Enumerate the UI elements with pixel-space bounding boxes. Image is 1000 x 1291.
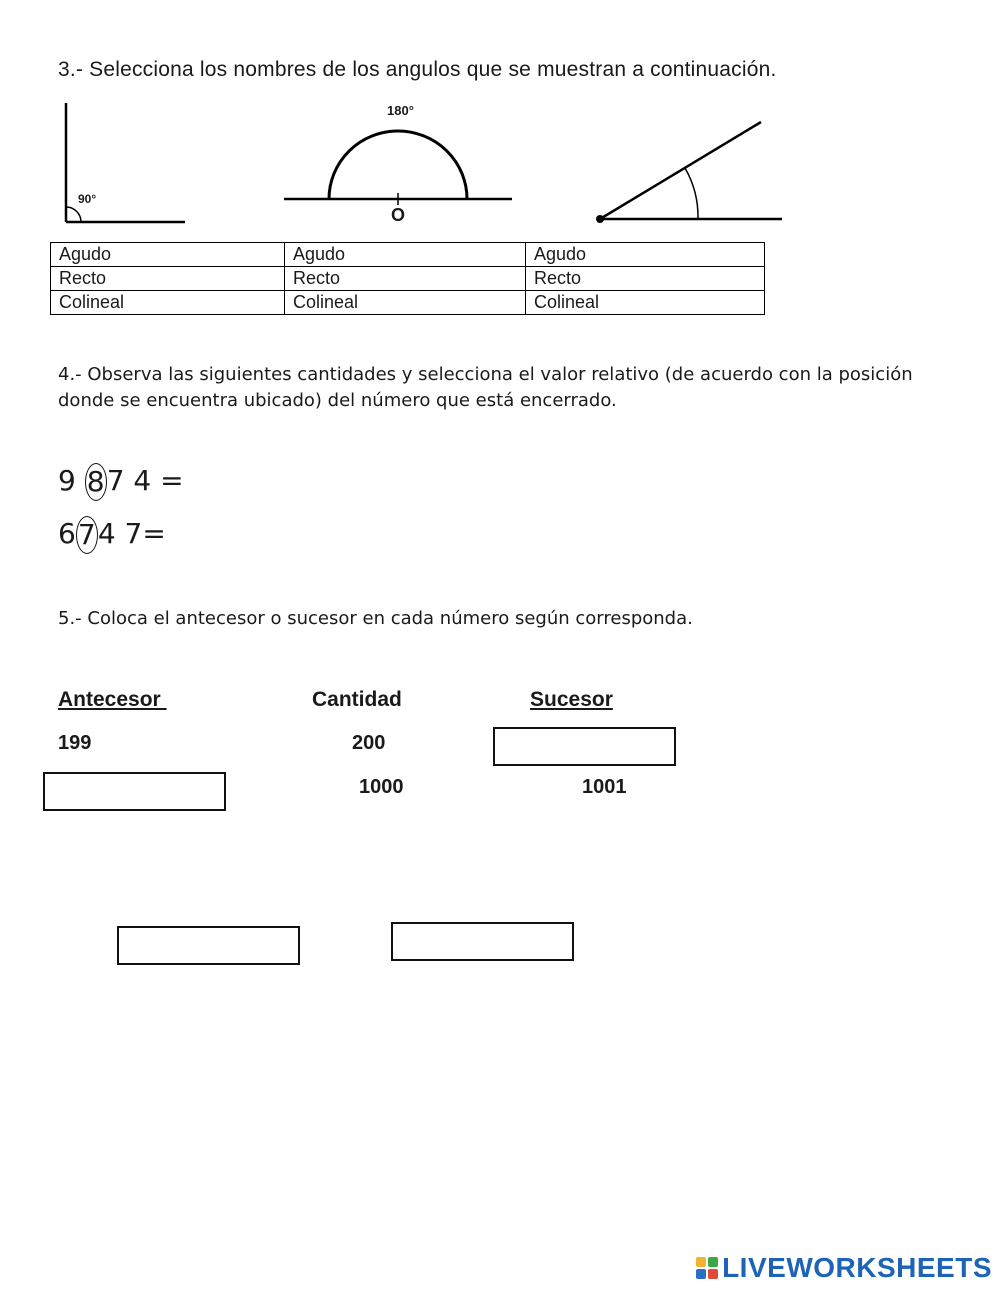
number-2-before: 6 [58,517,76,550]
row2-cantidad: 1000 [359,776,404,798]
liveworksheets-logo [696,1252,992,1284]
option-colineal-3[interactable]: Colineal [526,291,765,315]
answer-box-right[interactable] [391,922,574,961]
number-2-after: 4 7= [97,517,166,550]
logo-block [708,1269,718,1279]
row1-cantidad: 200 [352,732,386,754]
logo-block [696,1257,706,1267]
logo-block [708,1257,718,1267]
answer-box-left[interactable] [117,926,300,965]
acute-angle-figure [590,118,786,228]
straight-angle-figure [284,120,514,215]
number-1-after: 7 4 = [106,464,184,497]
circled-digit-1: 8 [85,463,107,501]
option-colineal-2[interactable]: Colineal [285,291,526,315]
question-5-text: 5.- Coloca el antecesor o sucesor en cada número según corresponda. [58,608,693,629]
number-line-1 [58,463,184,501]
row1-antecesor: 199 [58,732,92,754]
circled-digit-2: 7 [76,516,98,554]
row2-sucesor: 1001 [582,776,627,798]
header-antecesor: Antecesor [58,688,167,711]
table-row [51,243,765,267]
option-agudo-3[interactable]: Agudo [526,243,765,267]
option-recto-2[interactable]: Recto [285,267,526,291]
straight-angle-center-label: O [391,205,406,225]
straight-angle-top-label: 180° [387,103,414,118]
question-4-text: 4.- Observa las siguientes cantidades y selecciona el valor relativo (de acuerdo con la posición donde se encuentra ubicado) del número que está encerrado. [58,364,913,411]
header-cantidad: Cantidad [312,688,402,711]
number-1-before: 9 [58,464,85,497]
question-3-text: 3.- Selecciona los nombres de los angulos que se muestran a continuación. [58,58,777,81]
logo-blocks-icon [696,1257,718,1279]
header-sucesor: Sucesor [530,688,613,711]
option-recto-1[interactable]: Recto [51,267,285,291]
table-row [51,291,765,315]
logo-block [696,1269,706,1279]
row1-sucesor-input[interactable] [493,727,676,766]
option-colineal-1[interactable]: Colineal [51,291,285,315]
number-line-2 [58,516,166,554]
angle-options-table [50,242,765,315]
logo-text: LIVEWORKSHEETS [722,1252,992,1283]
option-agudo-1[interactable]: Agudo [51,243,285,267]
option-agudo-2[interactable]: Agudo [285,243,526,267]
right-angle-figure [58,98,193,228]
right-angle-label: 90° [78,192,97,206]
table-row [51,267,765,291]
option-recto-3[interactable]: Recto [526,267,765,291]
row2-antecesor-input[interactable] [43,772,226,811]
